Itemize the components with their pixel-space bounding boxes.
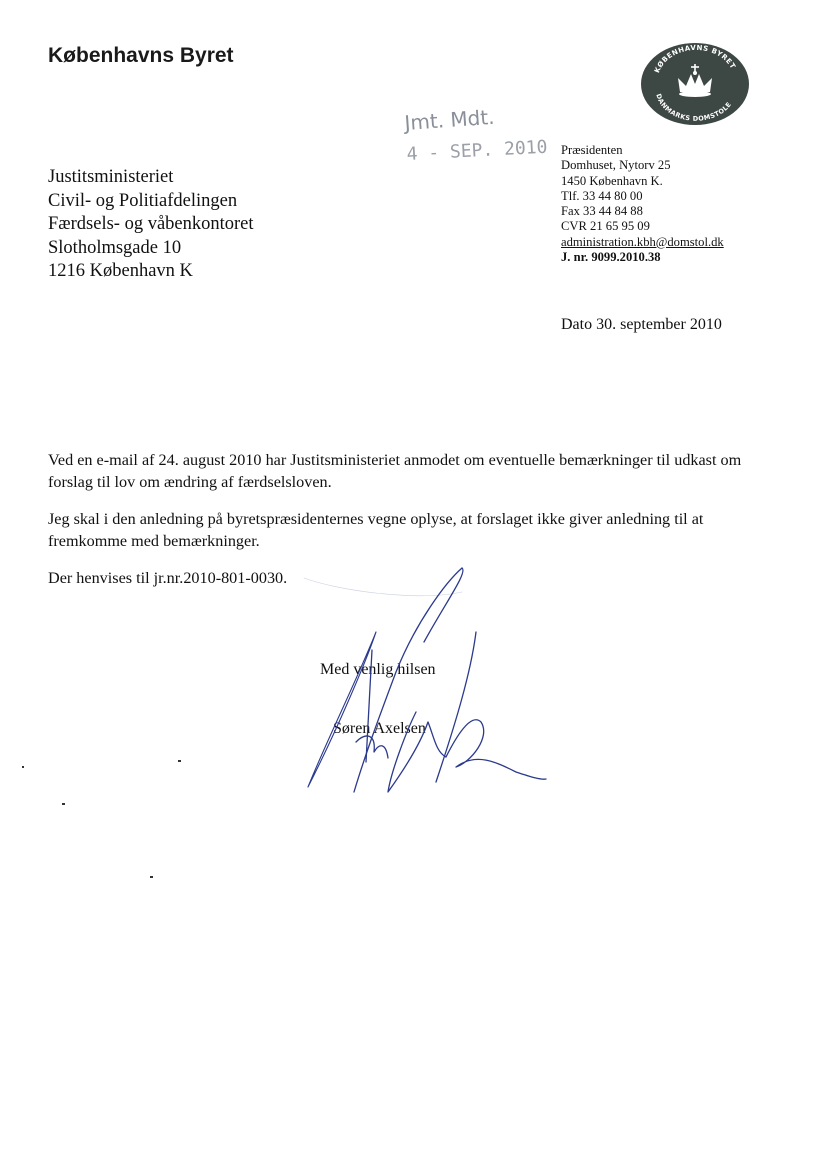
court-name: Københavns Byret — [48, 44, 234, 67]
body-paragraph-3: Der henvises til jr.nr.2010-801-0030. — [48, 569, 288, 587]
stamp-line2: 4 - SEP. 2010 — [406, 136, 548, 165]
recipient-line: Slotholmsgade 10 — [48, 237, 182, 258]
recipient-address — [48, 166, 254, 284]
sender-info — [561, 143, 724, 265]
seal-bottom-text: DANMARKS DOMSTOLE — [654, 92, 734, 123]
sender-fax: Fax 33 44 84 88 — [561, 204, 643, 219]
sender-phone: Tlf. 33 44 80 00 — [561, 188, 643, 203]
sender-cvr: CVR 21 65 95 09 — [561, 219, 650, 234]
letter-date: Dato 30. september 2010 — [561, 316, 722, 333]
seal-top-text: KØBENHAVNS BYRET — [653, 43, 737, 75]
scan-speck — [178, 760, 181, 762]
recipient-line: Færdsels- og våbenkontoret — [48, 214, 254, 234]
handwritten-signature — [296, 562, 556, 802]
recipient-line: 1216 København K — [48, 261, 193, 281]
sender-address1: Domhuset, Nytorv 25 — [561, 158, 671, 173]
sender-reference: J. nr. 9099.2010.38 — [561, 250, 661, 265]
scan-speck — [62, 803, 65, 805]
sender-title: Præsidenten — [561, 143, 623, 157]
stamp-line1: Jmt. Mdt. — [403, 104, 496, 135]
sender-email-link[interactable]: administration.kbh@domstol.dk — [561, 234, 724, 249]
body-paragraph-1: Ved en e-mail af 24. august 2010 har Justitsministeriet anmodet om eventuelle bemærkninger til udkast om forslag til lov om ændring af færdselsloven. — [48, 451, 742, 491]
signer-name: Søren Axelsen — [333, 720, 426, 737]
received-stamp — [395, 104, 548, 170]
recipient-line: Civil- og Politiafdelingen — [48, 190, 238, 211]
closing-greeting: Med venlig hilsen — [320, 661, 436, 678]
danmarks-domstole-seal-icon — [640, 42, 750, 126]
body-paragraph-2: Jeg skal i den anledning på byretspræsidenternes vegne oplyse, at forslaget ikke giver anledning til at fremkomme med bemærkninger. — [48, 510, 704, 550]
scan-speck — [150, 876, 153, 878]
sender-address2: 1450 København K. — [561, 173, 663, 188]
recipient-line: Justitsministeriet — [48, 167, 174, 187]
scan-speck — [22, 766, 24, 768]
